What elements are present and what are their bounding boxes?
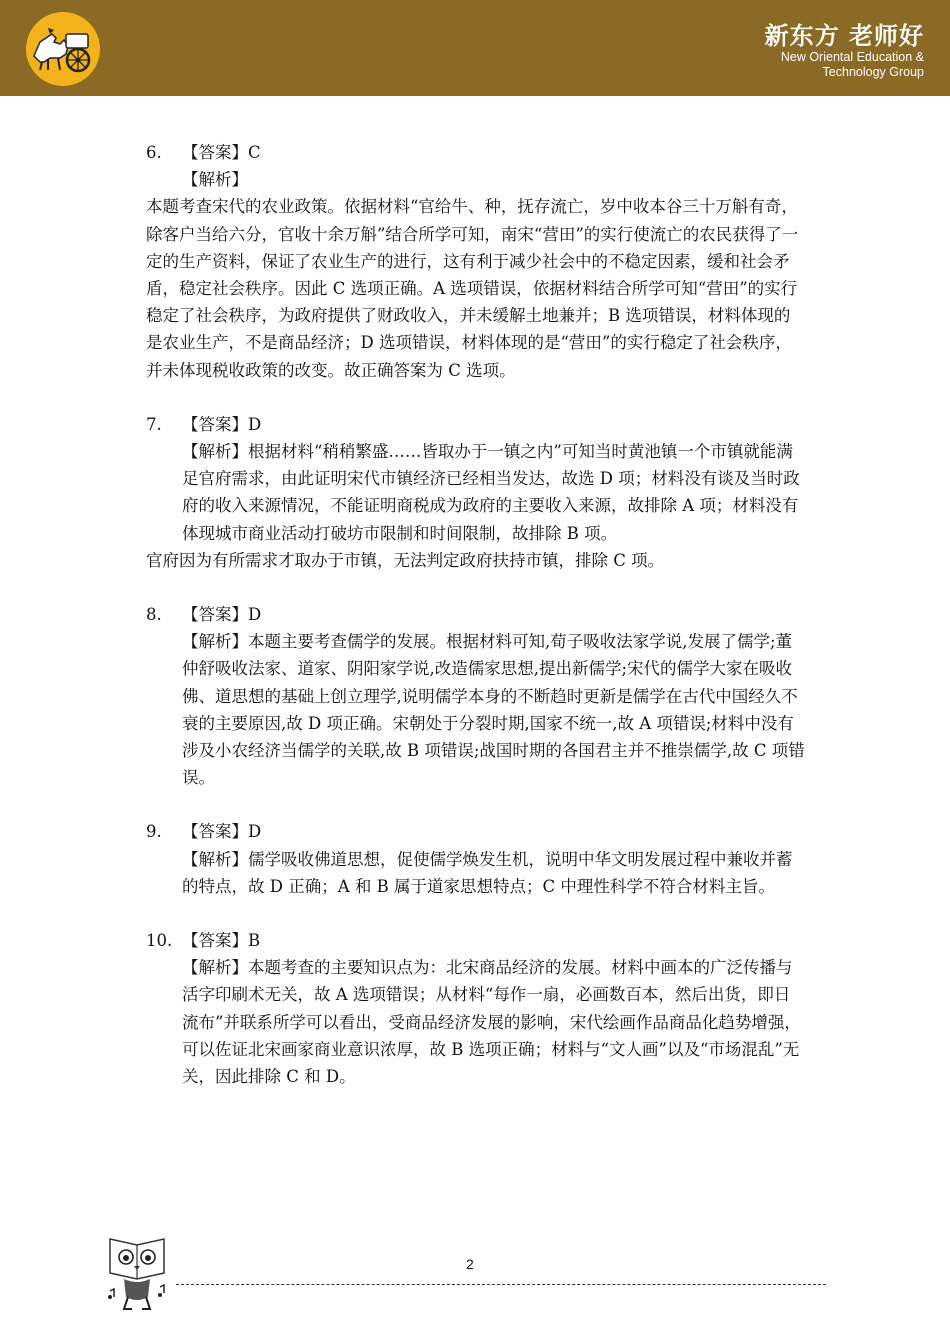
- analysis-label: 【解析】: [182, 170, 248, 190]
- answer-label: 【答案】D: [182, 414, 262, 434]
- question-10: [146, 927, 806, 1090]
- analysis-text: 【解析】本题考查的主要知识点为：北宋商品经济的发展。材料中画本的广泛传播与活字印刷术无关，故 A 选项错误；从材料“每作一扇，必画数百本，然后出货，即日流布”并联系所学可以看出，受商品经济发展的影响，宋代绘画作品商品化趋势增强，可以佐证北宋画家商业意识浓厚，故 B 选项正确；材料与“文人画”以及“市场混乱”无关，因此排除 C 和 D。: [182, 958, 801, 1087]
- answer-label: 【答案】C: [182, 143, 261, 162]
- question-9: [146, 818, 806, 900]
- answer-content: [146, 139, 806, 1117]
- question-8: [146, 601, 806, 791]
- question-number: 9.: [146, 822, 162, 842]
- answer-label: 【答案】B: [182, 931, 261, 951]
- analysis-text: 【解析】根据材料“稍稍繁盛……皆取办于一镇之内”可知当时黄池镇一个市镇就能满足官府需求，由此证明宋代市镇经济已经相当发达，故选 D 项；材料没有谈及当时政府的收入来源情况，不能证明商税成为政府的主要收入来源，故排除 A 项；材料没有体现城市商业活动打破坊市限制和时间限制，故排除 B 项。: [182, 442, 800, 543]
- brand-name-chinese: 新东方 老师好: [764, 22, 924, 50]
- question-number: 7.: [146, 414, 162, 434]
- question-7: [146, 411, 806, 574]
- analysis-text: 本题考查宋代的农业政策。依据材料“官给牛、种，抚存流亡，岁中收本谷三十万斛有奇，除客户当给六分，官收十余万斛”结合所学可知，南宋“营田”的实行使流亡的农民获得了一定的生产资料，保证了农业生产的进行，这有利于减少社会中的不稳定因素，缓和社会矛盾，稳定社会秩序。因此 C 选项正确。A 选项错误，依据材料结合所学可知“营田”的实行稳定了社会秩序，为政府提供了财政收入，并未缓解土地兼并；B 选项错误，材料体现的是农业生产，不是商品经济；D 选项错误，材料体现的是“营田”的实行稳定了社会秩序，并未体现税收政策的改变。故正确答案为 C 选项。: [146, 197, 799, 380]
- question-number: 8.: [146, 605, 162, 625]
- brand-name-english: New Oriental Education & Technology Group: [780, 50, 924, 79]
- question-number: 6.: [146, 143, 162, 162]
- analysis-text-continued: 官府因为有所需求才取办于市镇，无法判定政府扶持市镇，排除 C 项。: [146, 550, 665, 570]
- new-oriental-logo: [26, 12, 100, 86]
- horse-cart-icon: [26, 12, 100, 86]
- answer-label: 【答案】D: [182, 605, 262, 625]
- page-number: 2: [466, 1256, 474, 1272]
- analysis-text: 【解析】本题主要考查儒学的发展。根据材料可知,荀子吸收法家学说,发展了儒学;董仲舒吸收法家、道家、阴阳家学说,改造儒家思想,提出新儒学;宋代的儒学大家在吸收佛、道思想的基础上创立理学,说明儒学本身的不断趋时更新是儒学在古代中国经久不衰的主要原因,故 D 项正确。宋朝处于分裂时期,国家不统一,故 A 项错误;材料中没有涉及小农经济当儒学的关联,故 B 项错误;战国时期的各国君主并不推崇儒学,故 C 项错误。: [182, 632, 805, 788]
- question-number: 10.: [146, 931, 173, 951]
- footer-divider: [176, 1284, 826, 1285]
- analysis-text: 【解析】儒学吸收佛道思想，促使儒学焕发生机，说明中华文明发展过程中兼收并蓄的特点，故 D 正确；A 和 B 属于道家思想特点；C 中理性科学不符合材料主旨。: [182, 849, 793, 896]
- mascot-reading-icon: [104, 1233, 170, 1313]
- question-6: [146, 139, 806, 384]
- page-header: [0, 0, 950, 96]
- answer-label: 【答案】D: [182, 822, 262, 842]
